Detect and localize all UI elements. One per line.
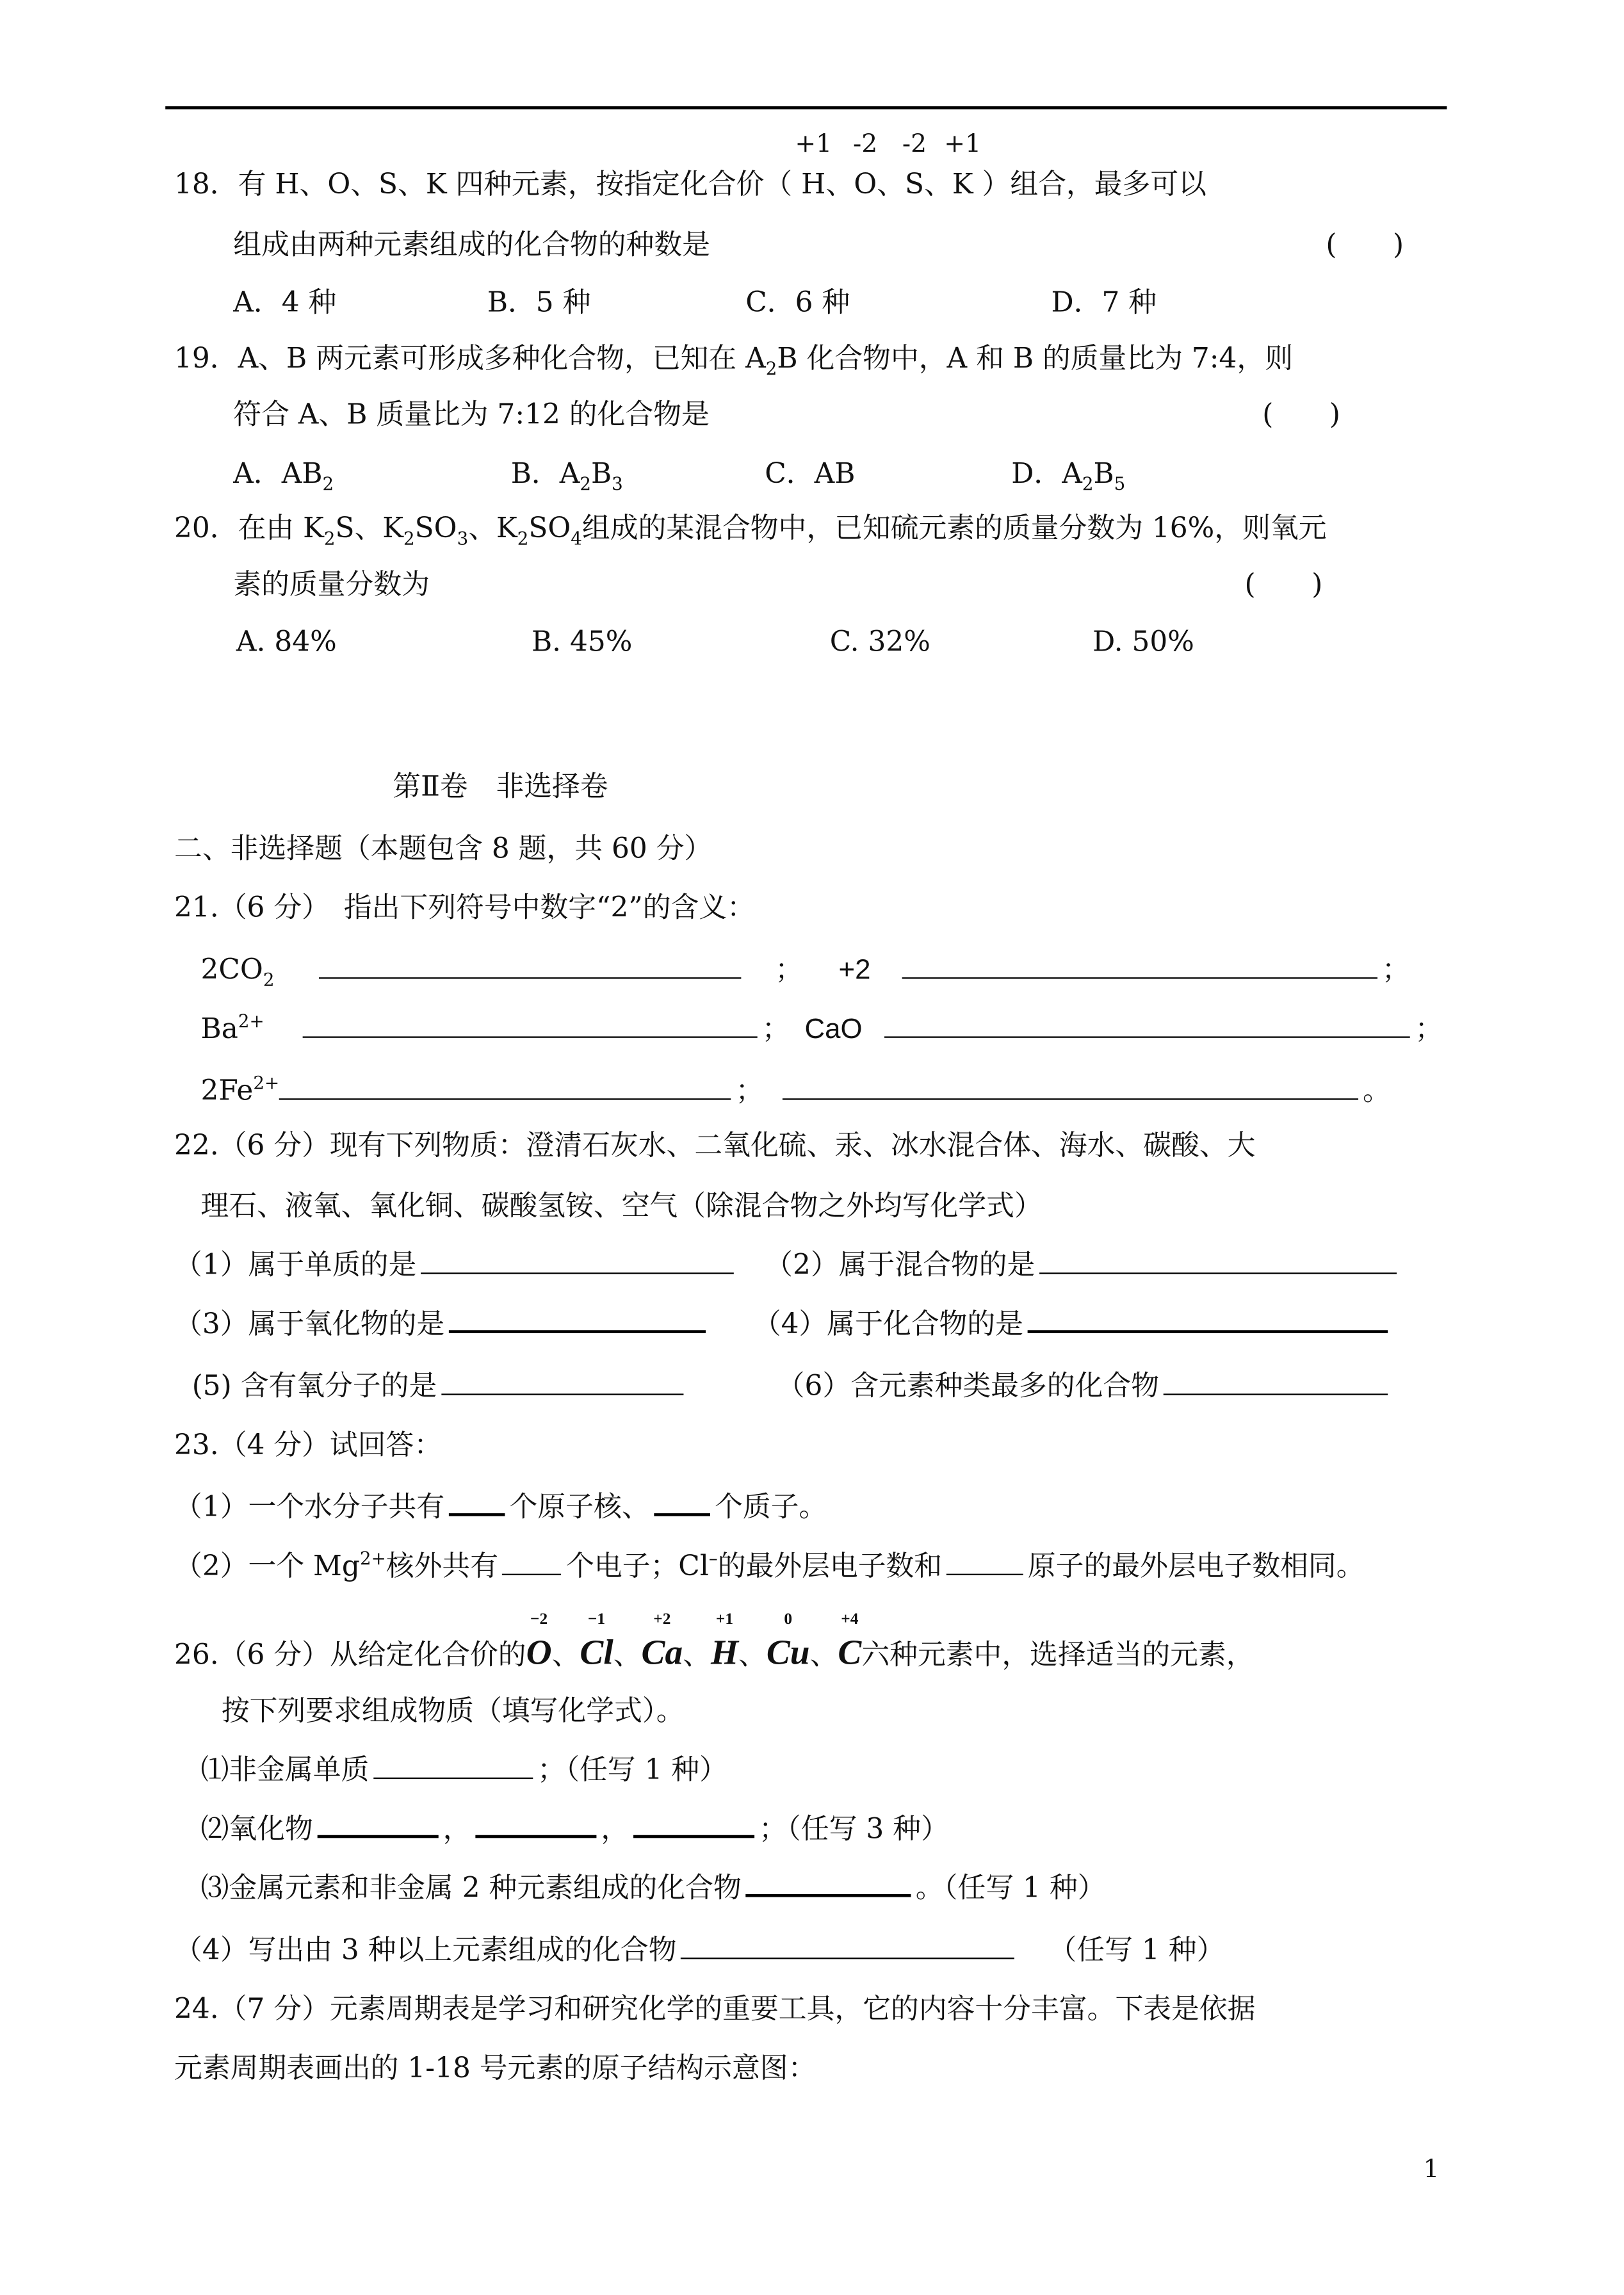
q22-part4: （4）属于化合物的是 [753,1311,1392,1339]
q26-part4: （4）写出由 3 种以上元素组成的化合物 （任写 1 种） [174,1934,1225,1967]
answer-blank[interactable] [503,1572,562,1575]
header-rule [165,106,1447,109]
element-with-valence: +2 Ca [641,1610,683,1673]
q20-option-d: D. 50% [1092,626,1194,659]
answer-blank[interactable] [946,1572,1023,1575]
q19-option-b: B．$A_2B_3$ [510,457,623,494]
q21-row3-b: 。 [783,1078,1391,1106]
q24-line1: 24.（7 分）元素周期表是学习和研究化学的重要工具，它的内容十分丰富。下表是依据 [174,1993,1256,2026]
answer-paren: ( ) [1244,568,1323,601]
answer-blank[interactable] [449,1329,706,1333]
q19-option-a: A．$AB_2$ [233,457,334,494]
q20-line1: 20．在由 $K_2S$、$K_2SO_3$、$K_2SO_4$组成的某混合物中，已知硫元素的质量分数为 16%，则氧元 [174,512,1327,549]
answer-blank[interactable] [885,1035,1411,1038]
q21-row1-a: $2CO_2$ ； [200,953,804,991]
q18-option-d: D．7 种 [1051,286,1157,319]
q26-part2: ⑵氧化物 ， ， ；（任写 3 种） [200,1813,949,1845]
q18-option-c: C．6 种 [745,286,850,319]
answer-blank[interactable] [279,1097,731,1100]
q22-part6: （6）含元素种类最多的化合物 [777,1373,1393,1401]
answer-blank[interactable] [681,1956,1014,1959]
element-with-valence: −2 O [526,1610,552,1673]
answer-blank[interactable] [373,1776,533,1780]
answer-blank[interactable] [902,976,1377,979]
q19-line1: 19．A、B 两元素可形成多种化合物，已知在 $A_2B$ 化合物中，A 和 B 的质量比为 7:4，则 [174,342,1294,380]
q20-line2: 素的质量分数为 [233,568,430,601]
q19-option-c: C．AB [765,457,856,491]
q22-line1: 22.（6 分）现有下列物质：澄清石灰水、二氧化硫、汞、冰水混合体、海水、碳酸、大 [174,1129,1256,1162]
q26-part1: ⑴非金属单质 ；（任写 1 种） [200,1753,727,1787]
q26-line2: 按下列要求组成物质（填写化学式）。 [221,1694,685,1728]
q22-part1: （1）属于单质的是 [174,1252,738,1280]
element-with-valence: +1 H [710,1610,739,1673]
element-with-valence: +1 K [944,129,982,201]
q20-option-a: A. 84% [236,626,337,659]
answer-paren: ( ) [1326,229,1404,262]
q21-row1-b: +2 ； [838,955,1410,987]
q18-option-a: A．4 种 [233,286,337,319]
q20-option-c: C. 32% [829,626,930,659]
q19-line2: 符合 A、B 质量比为 7:12 的化合物是 [233,398,710,432]
element-with-valence: +4 C [838,1610,862,1673]
answer-blank[interactable] [783,1097,1358,1100]
q26-line1: 26.（6 分）从给定化合价的 −2 O、 −1 Cl、 +2 Ca、 +1 H、 0 Cu、 +4 C六种元素中，选择适当的元素， [174,1610,1255,1673]
q21-row2-a: $Ba^{2+}$ ； [200,1010,790,1046]
answer-paren: ( ) [1262,398,1340,432]
q26-part3: ⑶金属元素和非金属 2 种元素组成的化合物 。（任写 1 种） [200,1872,1106,1905]
q19-option-d: D．$A_2B_5$ [1011,457,1126,494]
answer-blank[interactable] [475,1833,596,1838]
q23-part1: （1）一个水分子共有 个原子核、 个质子。 [174,1491,827,1524]
element-with-valence: 0 Cu [766,1610,810,1673]
q23-title: 23.（4 分）试回答： [174,1429,443,1462]
q18-line1: 18．有 H、O、S、K 四种元素，按指定化合价（ +1 H、 -2 O、 -2 S、 +1 K ）组合，最多可以 [174,129,1206,201]
page-number: 1 [1423,2155,1440,2186]
answer-blank[interactable] [421,1271,734,1274]
element-with-valence: -2 S [902,129,927,201]
q22-part5: (5) 含有氧分子的是 [192,1373,688,1401]
answer-blank[interactable] [633,1833,754,1838]
q21-row3-a: $2Fe^{2+}$ ； [200,1073,764,1108]
section-title: 第Ⅱ卷 非选择卷 [393,770,608,804]
answer-blank[interactable] [303,1035,758,1038]
q21-row2-b: CaO ； [804,1014,1443,1046]
q24-line2: 元素周期表画出的 1-18 号元素的原子结构示意图： [174,2052,816,2085]
answer-blank[interactable] [654,1512,711,1516]
answer-blank[interactable] [1164,1392,1388,1395]
q23-part2: （2）一个 $Mg^{2+}$核外共有 个电子；Cl–的最外层电子数和 原子的最外层电子数相同。 [174,1548,1365,1583]
q22-line2: 理石、液氧、氧化铜、碳酸氢铵、空气（除混合物之外均写化学式） [200,1190,1043,1222]
q21-title: 21.（6 分） 指出下列符号中数字“2”的含义： [174,891,755,925]
q18-line2: 组成由两种元素组成的化合物的种数是 [233,229,710,262]
element-with-valence: +1 H [795,129,832,201]
answer-blank[interactable] [441,1392,683,1395]
q20-option-b: B. 45% [531,626,633,659]
element-with-valence: −1 Cl [580,1610,613,1673]
answer-blank[interactable] [449,1512,505,1516]
q22-part2: （2）属于混合物的是 [765,1252,1401,1280]
answer-blank[interactable] [318,1833,439,1838]
q22-part3: （3）属于氧化物的是 [174,1311,710,1339]
element-with-valence: -2 O [853,129,878,201]
answer-blank[interactable] [1039,1271,1397,1274]
section-header: 二、非选择题（本题包含 8 题，共 60 分） [174,832,713,866]
q18-option-b: B．5 种 [487,286,591,319]
answer-blank[interactable] [746,1893,911,1897]
answer-blank[interactable] [319,976,741,979]
answer-blank[interactable] [1028,1329,1388,1333]
